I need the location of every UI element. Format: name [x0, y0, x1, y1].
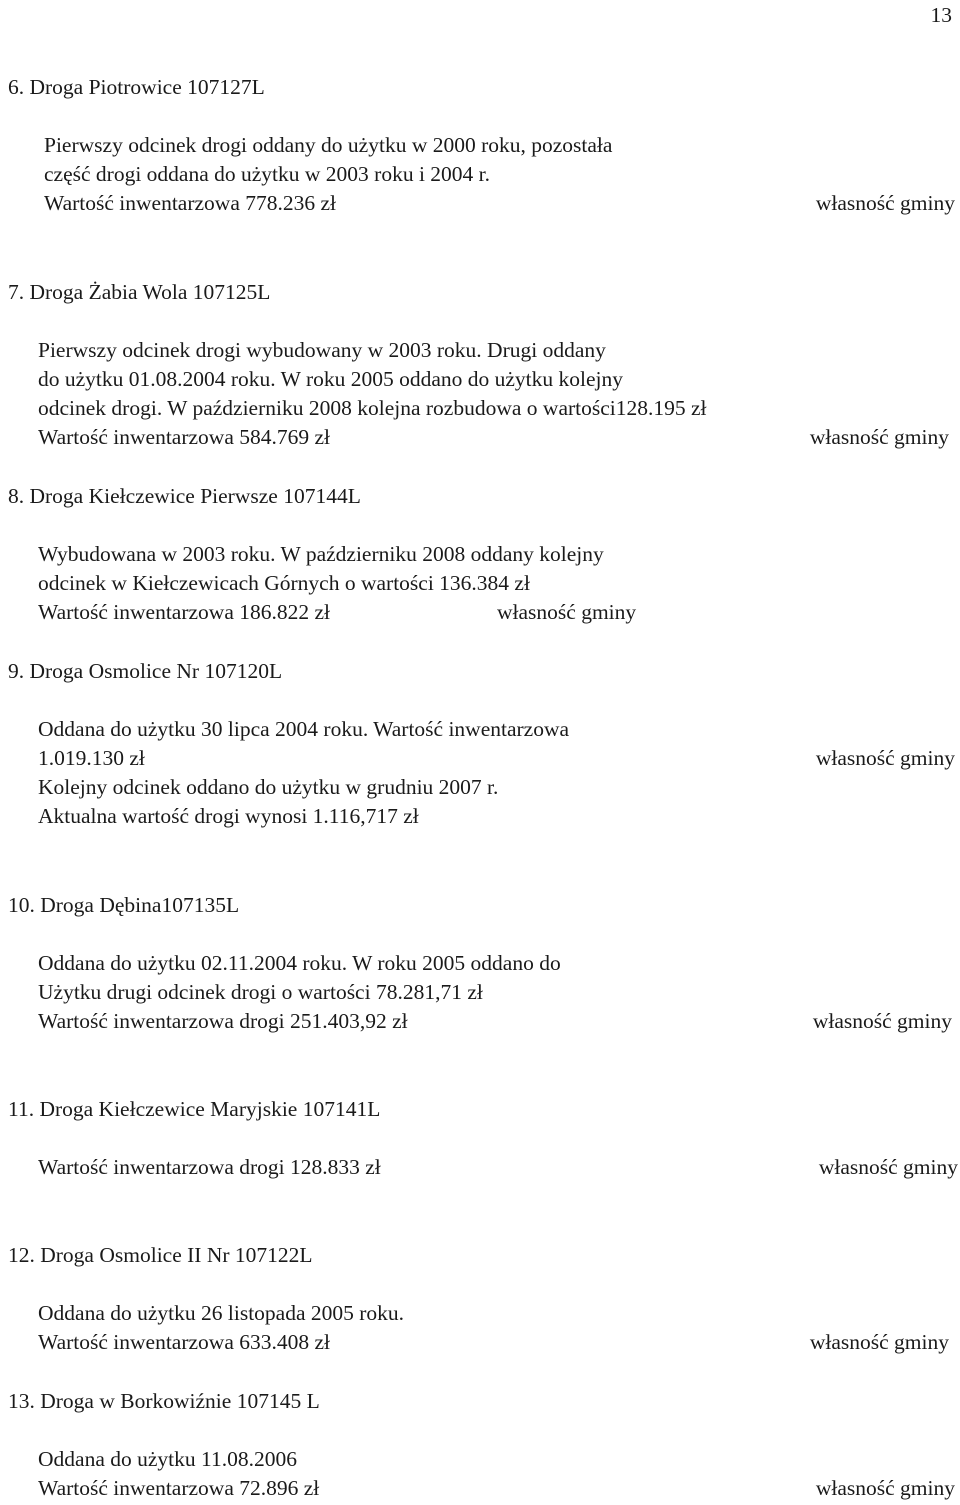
ownership-label: własność gminy: [809, 1330, 949, 1354]
inventory-value: Wartość inwentarzowa drogi 128.833 zł: [38, 1155, 381, 1179]
inventory-value: 1.019.130 zł: [38, 746, 145, 770]
inventory-value: Wartość inwentarzowa 186.822 zł: [38, 600, 331, 624]
text-line: odcinek drogi. W październiku 2008 kolejna rozbudowa o wartości128.195 zł: [38, 396, 707, 420]
text-line: Kolejny odcinek oddano do użytku w grudniu 2007 r.: [38, 775, 499, 799]
ownership-label: własność gminy: [815, 1476, 955, 1500]
section-heading: 13. Droga w Borkowiźnie 107145 L: [8, 1389, 320, 1413]
text-line: Wybudowana w 2003 roku. W październiku 2008 oddany kolejny: [38, 542, 604, 566]
ownership-label: własność gminy: [812, 1009, 952, 1033]
inventory-value: Wartość inwentarzowa 72.896 zł: [38, 1476, 320, 1500]
inventory-value: Wartość inwentarzowa 778.236 zł: [44, 191, 337, 215]
text-line: do użytku 01.08.2004 roku. W roku 2005 oddano do użytku kolejny: [38, 367, 624, 391]
inventory-value: Wartość inwentarzowa 584.769 zł: [38, 425, 331, 449]
section-heading: 6. Droga Piotrowice 107127L: [8, 75, 265, 99]
ownership-label: własność gminy: [497, 600, 637, 624]
inventory-value: Wartość inwentarzowa 633.408 zł: [38, 1330, 331, 1354]
text-line: Użytku drugi odcinek drogi o wartości 78.281,71 zł: [38, 980, 483, 1004]
text-line: Oddana do użytku 11.08.2006: [38, 1447, 297, 1471]
text-line: Pierwszy odcinek drogi oddany do użytku w 2000 roku, pozostała: [44, 133, 613, 157]
text-line: Oddana do użytku 26 listopada 2005 roku.: [38, 1301, 405, 1325]
section-heading: 7. Droga Żabia Wola 107125L: [8, 280, 271, 304]
text-line: Oddana do użytku 30 lipca 2004 roku. Wartość inwentarzowa: [38, 717, 570, 741]
page-number: 13: [930, 3, 952, 27]
section-heading: 8. Droga Kiełczewice Pierwsze 107144L: [8, 484, 361, 508]
text-line: Oddana do użytku 02.11.2004 roku. W roku 2005 oddano do: [38, 951, 561, 975]
ownership-label: własność gminy: [815, 191, 955, 215]
ownership-label: własność gminy: [809, 425, 949, 449]
section-heading: 11. Droga Kiełczewice Maryjskie 107141L: [8, 1097, 381, 1121]
text-line: część drogi oddana do użytku w 2003 roku i 2004 r.: [44, 162, 491, 186]
ownership-label: własność gminy: [818, 1155, 958, 1179]
text-line: odcinek w Kiełczewicach Górnych o wartości 136.384 zł: [38, 571, 530, 595]
text-line: Aktualna wartość drogi wynosi 1.116,717 zł: [38, 804, 419, 828]
section-heading: 10. Droga Dębina107135L: [8, 893, 240, 917]
section-heading: 12. Droga Osmolice II Nr 107122L: [8, 1243, 313, 1267]
ownership-label: własność gminy: [815, 746, 955, 770]
section-heading: 9. Droga Osmolice Nr 107120L: [8, 659, 283, 683]
text-line: Pierwszy odcinek drogi wybudowany w 2003 roku. Drugi oddany: [38, 338, 606, 362]
inventory-value: Wartość inwentarzowa drogi 251.403,92 zł: [38, 1009, 408, 1033]
